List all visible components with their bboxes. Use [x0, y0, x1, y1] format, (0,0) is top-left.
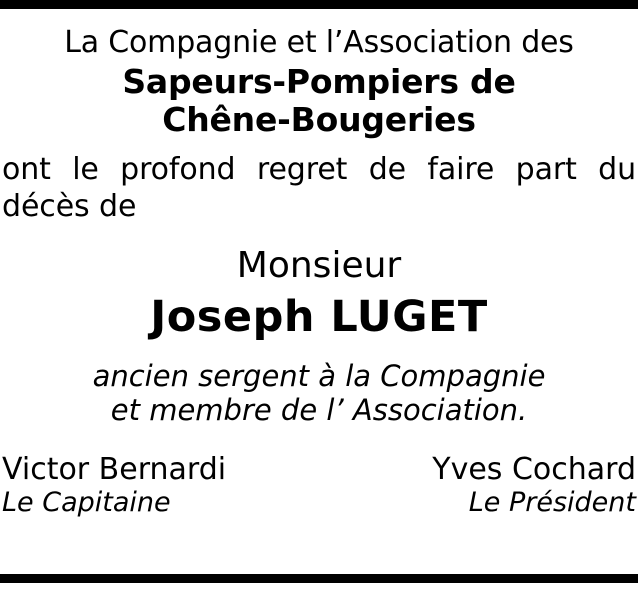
signatory-left: [2, 453, 226, 519]
signatory-left-title: Le Capitaine: [2, 487, 171, 518]
announcement-line-1: ont le profond regret de faire part du: [2, 152, 636, 187]
top-divider-rule: [0, 0, 638, 9]
notice-content: [0, 9, 638, 519]
signatory-left-name: Victor Bernardi: [2, 452, 227, 487]
bottom-divider-rule: [0, 574, 638, 583]
deceased-role-line-1: ancien sergent à la Compagnie: [92, 359, 546, 393]
announcement-text: [0, 151, 638, 225]
signatory-right-name: Yves Cochard: [432, 452, 636, 487]
organization-name-line-1: Sapeurs-Pompiers de: [122, 62, 516, 101]
deceased-name: Joseph LUGET: [150, 292, 488, 342]
deceased-role-line-2: et membre de l’ Association.: [110, 393, 528, 427]
organization-intro: La Compagnie et l’Association des: [64, 25, 574, 60]
deceased-honorific: Monsieur: [236, 245, 402, 286]
announcement-line-2: décès de: [2, 189, 137, 224]
organization-name: [0, 63, 638, 139]
deceased-role: [0, 359, 638, 427]
signatory-right: [432, 453, 636, 519]
organization-name-line-2: Chêne-Bougeries: [162, 100, 476, 139]
signature-block: [0, 453, 638, 519]
signatory-right-title: Le Président: [468, 487, 636, 518]
